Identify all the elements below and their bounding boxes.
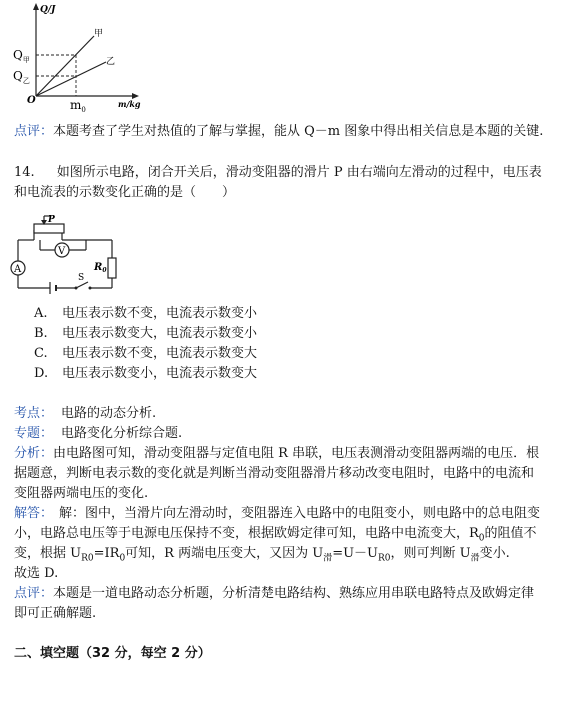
q-jia-label: $Q_甲$	[13, 48, 30, 64]
option-c-text: 电压表示数不变，电流表示数变大	[62, 346, 258, 361]
option-a[interactable]	[34, 305, 257, 323]
question-line-1	[14, 164, 542, 182]
jieda-text-3d: =U－U	[332, 546, 379, 561]
comment-2-text-2: 即可正确解题.	[14, 606, 97, 621]
switch-contact	[89, 287, 92, 290]
line-yi-label: 乙	[106, 57, 116, 67]
r0-label: $R_0$	[94, 262, 107, 274]
x-axis-label: m/kg	[118, 99, 141, 109]
fenxi-text-3: 变阻器两端电压的变化.	[14, 486, 149, 501]
y-axis-arrow	[33, 3, 39, 10]
option-b[interactable]	[34, 325, 257, 343]
line-jia-label: 甲	[94, 29, 104, 39]
option-a-text: 电压表示数不变，电流表示数变小	[62, 306, 258, 321]
a-label: A	[14, 264, 22, 275]
kaodian-tag: 考点：	[14, 406, 54, 421]
jieda-text-2b: 的阻值不	[484, 526, 537, 541]
zhuanti-tag: 专题：	[14, 426, 54, 441]
jieda-text-2a: 小，电路总电压等于电源电压保持不变，根据欧姆定律可知，电路中电流变大，R	[14, 526, 479, 541]
jieda-sub-r0: 0	[478, 533, 485, 544]
fenxi-text-2: 据题意，判断电表示数的变化就是判断当滑动变阻器滑片移动改变电阻时，电路中的电流和	[14, 466, 535, 481]
jieda-line-3	[14, 545, 510, 568]
question-text-2: 和电流表的示数变化正确的是（ ）	[14, 185, 236, 200]
jieda-text-3b: =IR	[93, 546, 120, 561]
jieda-sub-2: 0	[119, 553, 126, 564]
resistor-r0	[108, 258, 116, 278]
jieda-text-3c: 可知，R 两端电压变大，又因为 U	[125, 546, 324, 561]
question-line-2	[14, 184, 235, 202]
jieda-line-1	[14, 505, 540, 523]
p-label: P	[48, 215, 55, 225]
m0-label: $m_0$	[70, 98, 86, 112]
comment-2-text-1: 本题是一道电路动态分析题，分析清楚电路结构、熟练应用串联电路特点及欧姆定律	[53, 586, 535, 601]
switch-pivot	[75, 287, 78, 290]
jieda-text-3a: 变，根据 U	[14, 546, 82, 561]
comment-2-tag: 点评：	[14, 586, 54, 601]
circuit-diagram	[8, 212, 123, 300]
fenxi-text-1: 由电路图可知，滑动变阻器与定值电阻 R 串联，电压表测滑动变阻器两端的电压．根	[53, 446, 540, 461]
jieda-text-4: 故选 D.	[14, 566, 59, 581]
comment-1	[14, 123, 543, 141]
y-axis-label: Q/J	[40, 5, 56, 15]
line-jia	[36, 36, 94, 96]
q-m-graph	[10, 0, 150, 112]
s-label: S	[78, 273, 85, 283]
comment-1-text: 本题考查了学生对热值的了解与掌握，能从 Q－m 图象中得出相关信息是本题的关键.	[53, 124, 544, 139]
rheostat	[34, 224, 64, 233]
question-number: 14.	[14, 165, 35, 180]
fenxi-line-1	[14, 445, 539, 463]
question-text-1: 如图所示电路，闭合开关后，滑动变阻器的滑片 P 由右端向左滑动的过程中，电压表	[56, 165, 542, 180]
jieda-line-4	[14, 565, 58, 583]
option-b-letter: B.	[34, 326, 48, 341]
q-yi-label: $Q_乙$	[13, 69, 30, 85]
option-d-letter: D.	[34, 366, 49, 381]
fenxi-tag: 分析：	[14, 446, 54, 461]
jieda-text-1: 解：图中，当滑片向左滑动时，变阻器连入电路中的电阻变小，则电路中的总电阻变	[59, 506, 541, 521]
jieda-text-3e: ，则可判断 U	[390, 546, 471, 561]
jieda-tag: 解答：	[14, 506, 54, 521]
zhuanti-text: 电路变化分析综合题.	[61, 426, 183, 441]
jieda-sub-1: R0	[81, 553, 94, 564]
comment-2-line-1	[14, 585, 534, 603]
option-d-text: 电压表示数变小，电流表示数变大	[62, 366, 258, 381]
zhuanti	[14, 425, 182, 443]
option-a-letter: A.	[34, 306, 48, 321]
fenxi-line-2	[14, 465, 534, 483]
kaodian-text: 电路的动态分析.	[61, 406, 157, 421]
option-b-text: 电压表示数变大，电流表示数变小	[62, 326, 258, 341]
jieda-sub-5: 滑	[470, 553, 480, 564]
option-d[interactable]	[34, 365, 257, 383]
origin-label: O	[27, 95, 36, 106]
v-label: V	[58, 246, 66, 257]
line-yi	[36, 62, 106, 96]
jieda-text-3f: 变小.	[479, 546, 510, 561]
option-c[interactable]	[34, 345, 257, 363]
comment-1-tag: 点评：	[14, 124, 54, 139]
kaodian	[14, 405, 156, 423]
section-title: 二、填空题（32 分，每空 2 分）	[14, 646, 211, 661]
jieda-sub-4: R0	[378, 553, 391, 564]
comment-2-line-2	[14, 605, 96, 623]
option-c-letter: C.	[34, 346, 48, 361]
fenxi-line-3	[14, 485, 148, 503]
jieda-sub-3: 滑	[323, 553, 333, 564]
